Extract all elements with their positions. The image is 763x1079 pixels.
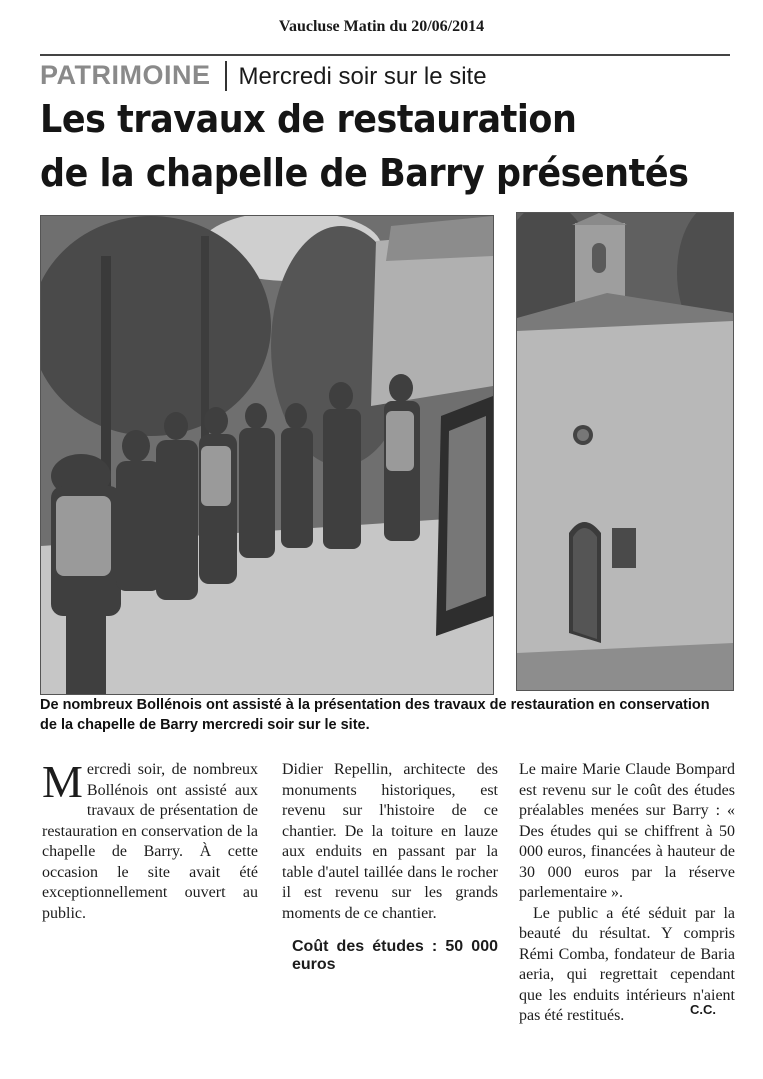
crowd-photo [40, 215, 494, 695]
drop-cap: M [42, 756, 83, 807]
article-paragraph-3: Le maire Marie Claude Bompard est revenu sur le coût des études préalables menées sur Barry : « Des études qui se chiffrent à 50 000 euros, financées à hauteur de 30 000 euros par la réserve parlementaire ». [519, 761, 735, 901]
article-column-3 [519, 760, 735, 1027]
rubric-section: PATRIMOINE [40, 60, 211, 90]
rubric-bar [40, 54, 730, 91]
chapel-photo-illustration [517, 213, 733, 690]
headline-line-1: Les travaux de restauration [40, 97, 577, 141]
crowd-photo-illustration [41, 216, 493, 694]
article-column-2 [282, 760, 498, 980]
rubric-kicker: Mercredi soir sur le site [238, 63, 487, 90]
headline-line-2: de la chapelle de Barry présentés [40, 151, 689, 195]
author-signature: C.C. [690, 1002, 716, 1017]
article-paragraph-2: Didier Repellin, architecte des monuments historiques, est revenu sur l'histoire de ce chantier. De la toiture en lauze aux enduits en passant par la table d'autel taillée dans le rocher il est revenu sur les grands moments de ce chantier. [282, 761, 498, 922]
article-paragraph-1-text: ercredi soir, de nombreux Bollénois ont assisté aux travaux de présentation de restauration en conservation de la chapelle de Barry. À cette occasion le site avait été exceptionnellement ouvert au public. [42, 761, 258, 922]
chapel-photo [516, 212, 734, 691]
article-paragraph-1 [42, 756, 258, 924]
masthead-source: Vaucluse Matin du 20/06/2014 [278, 18, 485, 35]
photo-caption: De nombreux Bollénois ont assisté à la présentation des travaux de restauration en conservation de la chapelle de Barry mercredi soir sur le site. [40, 697, 710, 733]
article-subhead: Coût des études : 50 000 euros [292, 938, 498, 973]
article-paragraph-4: Le public a été séduit par la beauté du résultat. Y compris Rémi Comba, fondateur de Baria aeria, qui regrettait cependant que les enduits intérieurs n'aient pas été restitués. [519, 904, 735, 1024]
rubric-divider [225, 61, 227, 91]
article-column-1 [42, 756, 258, 924]
headline [40, 92, 689, 200]
